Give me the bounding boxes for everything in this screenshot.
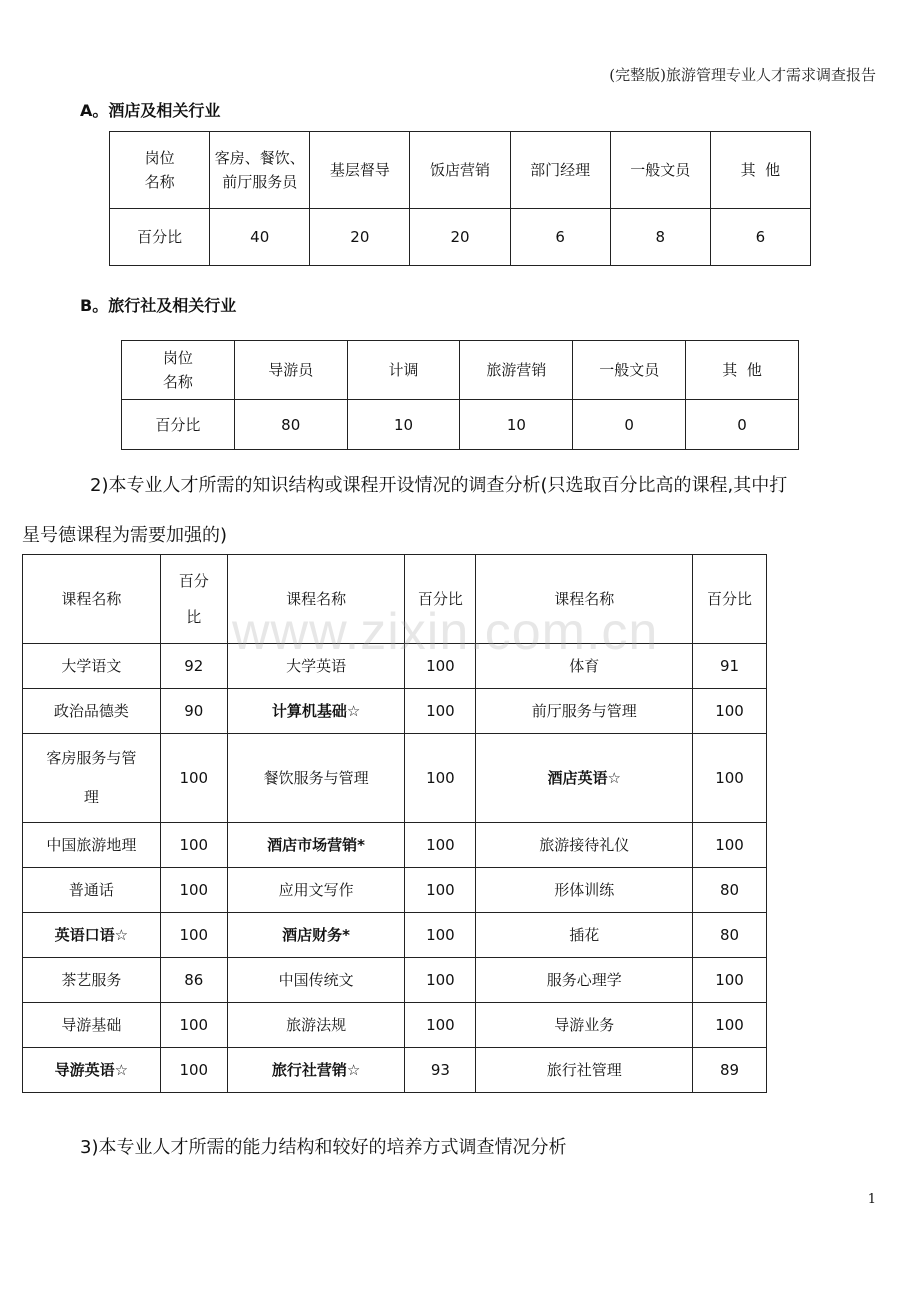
course-name-cell: 客房服务与管 理 [23, 734, 161, 823]
table-a-row-label: 百分比 [110, 209, 210, 266]
table-b-value: 0 [573, 400, 686, 450]
course-header: 课程名称 [227, 555, 405, 644]
course-name-cell: 旅行社管理 [476, 1048, 693, 1093]
travel-agency-positions-table [121, 340, 799, 450]
table-b-value: 10 [347, 400, 460, 450]
course-percent-cell: 100 [405, 823, 476, 868]
course-name-cell: 旅游法规 [227, 1003, 405, 1048]
course-percent-cell: 100 [693, 734, 767, 823]
table-a-value: 6 [710, 209, 810, 266]
course-percent-cell: 93 [405, 1048, 476, 1093]
course-percent-cell: 100 [160, 823, 227, 868]
course-header: 百分比 [405, 555, 476, 644]
course-percent-cell: 80 [693, 913, 767, 958]
watermark: www.zixin.com.cn [232, 603, 659, 661]
course-header: 百分 比 [160, 555, 227, 644]
table-a-value: 6 [510, 209, 610, 266]
table-a-col: 一般文员 [610, 132, 710, 209]
table-a-col: 基层督导 [310, 132, 410, 209]
course-name-cell: 中国传统文 [227, 958, 405, 1003]
table-a-head-label: 岗位 名称 [110, 132, 210, 209]
course-percent-cell: 100 [405, 734, 476, 823]
table-b-col: 计调 [347, 341, 460, 400]
course-percent-cell: 100 [405, 1003, 476, 1048]
section-a-title: A。酒店及相关行业 [80, 101, 221, 120]
table-row [23, 734, 767, 823]
table-row [23, 689, 767, 734]
course-header: 课程名称 [476, 555, 693, 644]
course-percent-cell: 100 [405, 689, 476, 734]
course-name-cell: 酒店财务* [227, 913, 405, 958]
table-a-col: 部门经理 [510, 132, 610, 209]
course-name-cell: 应用文写作 [227, 868, 405, 913]
course-percent-cell: 100 [405, 868, 476, 913]
course-name-cell: 旅行社营销☆ [227, 1048, 405, 1093]
table-b-head-label: 岗位 名称 [122, 341, 235, 400]
course-name-cell: 政治品德类 [23, 689, 161, 734]
course-percent-cell: 100 [693, 823, 767, 868]
section-b-title: B。旅行社及相关行业 [80, 296, 237, 315]
table-b-value: 0 [686, 400, 799, 450]
course-header: 百分比 [693, 555, 767, 644]
table-a-col: 其 他 [710, 132, 810, 209]
course-name-cell: 普通话 [23, 868, 161, 913]
course-percent-cell: 100 [405, 958, 476, 1003]
page-number: 1 [867, 1192, 876, 1207]
table-a-col: 饭店营销 [410, 132, 510, 209]
course-name-cell: 中国旅游地理 [23, 823, 161, 868]
paragraph-2-line-2: 星号德课程为需要加强的) [22, 525, 228, 546]
course-name-cell: 英语口语☆ [23, 913, 161, 958]
course-percent-cell: 100 [693, 1003, 767, 1048]
course-percent-cell: 89 [693, 1048, 767, 1093]
course-percent-cell: 100 [160, 1048, 227, 1093]
course-name-cell: 茶艺服务 [23, 958, 161, 1003]
table-a-col: 客房、餐饮、 前厅服务员 [210, 132, 310, 209]
course-percent-cell: 86 [160, 958, 227, 1003]
course-name-cell: 体育 [476, 644, 693, 689]
table-a-value: 8 [610, 209, 710, 266]
paragraph-2-line-1: 2)本专业人才所需的知识结构或课程开设情况的调查分析(只选取百分比高的课程,其中打 [90, 475, 788, 496]
course-name-cell: 大学语文 [23, 644, 161, 689]
course-name-cell: 餐饮服务与管理 [227, 734, 405, 823]
course-percent-cell: 90 [160, 689, 227, 734]
table-b-col: 导游员 [234, 341, 347, 400]
table-b-col: 旅游营销 [460, 341, 573, 400]
course-name-cell: 服务心理学 [476, 958, 693, 1003]
course-percent-cell: 91 [693, 644, 767, 689]
course-percent-cell: 100 [693, 689, 767, 734]
table-a-value: 40 [210, 209, 310, 266]
course-percent-cell: 100 [160, 1003, 227, 1048]
course-percent-cell: 92 [160, 644, 227, 689]
table-b-col: 其 他 [686, 341, 799, 400]
table-row [23, 913, 767, 958]
course-percent-cell: 100 [693, 958, 767, 1003]
course-name-cell: 导游业务 [476, 1003, 693, 1048]
course-name-cell: 酒店英语☆ [476, 734, 693, 823]
table-row [23, 958, 767, 1003]
course-name-cell: 计算机基础☆ [227, 689, 405, 734]
hotel-positions-table [109, 131, 811, 266]
table-row [23, 868, 767, 913]
table-row [23, 823, 767, 868]
table-b-col: 一般文员 [573, 341, 686, 400]
course-name-cell: 前厅服务与管理 [476, 689, 693, 734]
table-row [23, 1048, 767, 1093]
course-percent-cell: 100 [405, 913, 476, 958]
table-b-value: 80 [234, 400, 347, 450]
table-b-value: 10 [460, 400, 573, 450]
course-header: 课程名称 [23, 555, 161, 644]
document-header: (完整版)旅游管理专业人才需求调查报告 [609, 66, 876, 84]
table-a-value: 20 [310, 209, 410, 266]
course-percent-cell: 100 [160, 734, 227, 823]
course-name-cell: 插花 [476, 913, 693, 958]
table-b-row-label: 百分比 [122, 400, 235, 450]
course-percent-cell: 100 [160, 868, 227, 913]
course-name-cell: 导游基础 [23, 1003, 161, 1048]
course-name-cell: 酒店市场营销* [227, 823, 405, 868]
course-name-cell: 形体训练 [476, 868, 693, 913]
course-name-cell: 旅游接待礼仪 [476, 823, 693, 868]
paragraph-3: 3)本专业人才所需的能力结构和较好的培养方式调查情况分析 [80, 1137, 567, 1158]
course-percent-cell: 100 [405, 644, 476, 689]
table-a-value: 20 [410, 209, 510, 266]
course-name-cell: 大学英语 [227, 644, 405, 689]
course-percent-cell: 100 [160, 913, 227, 958]
table-row [23, 1003, 767, 1048]
course-name-cell: 导游英语☆ [23, 1048, 161, 1093]
course-percent-cell: 80 [693, 868, 767, 913]
